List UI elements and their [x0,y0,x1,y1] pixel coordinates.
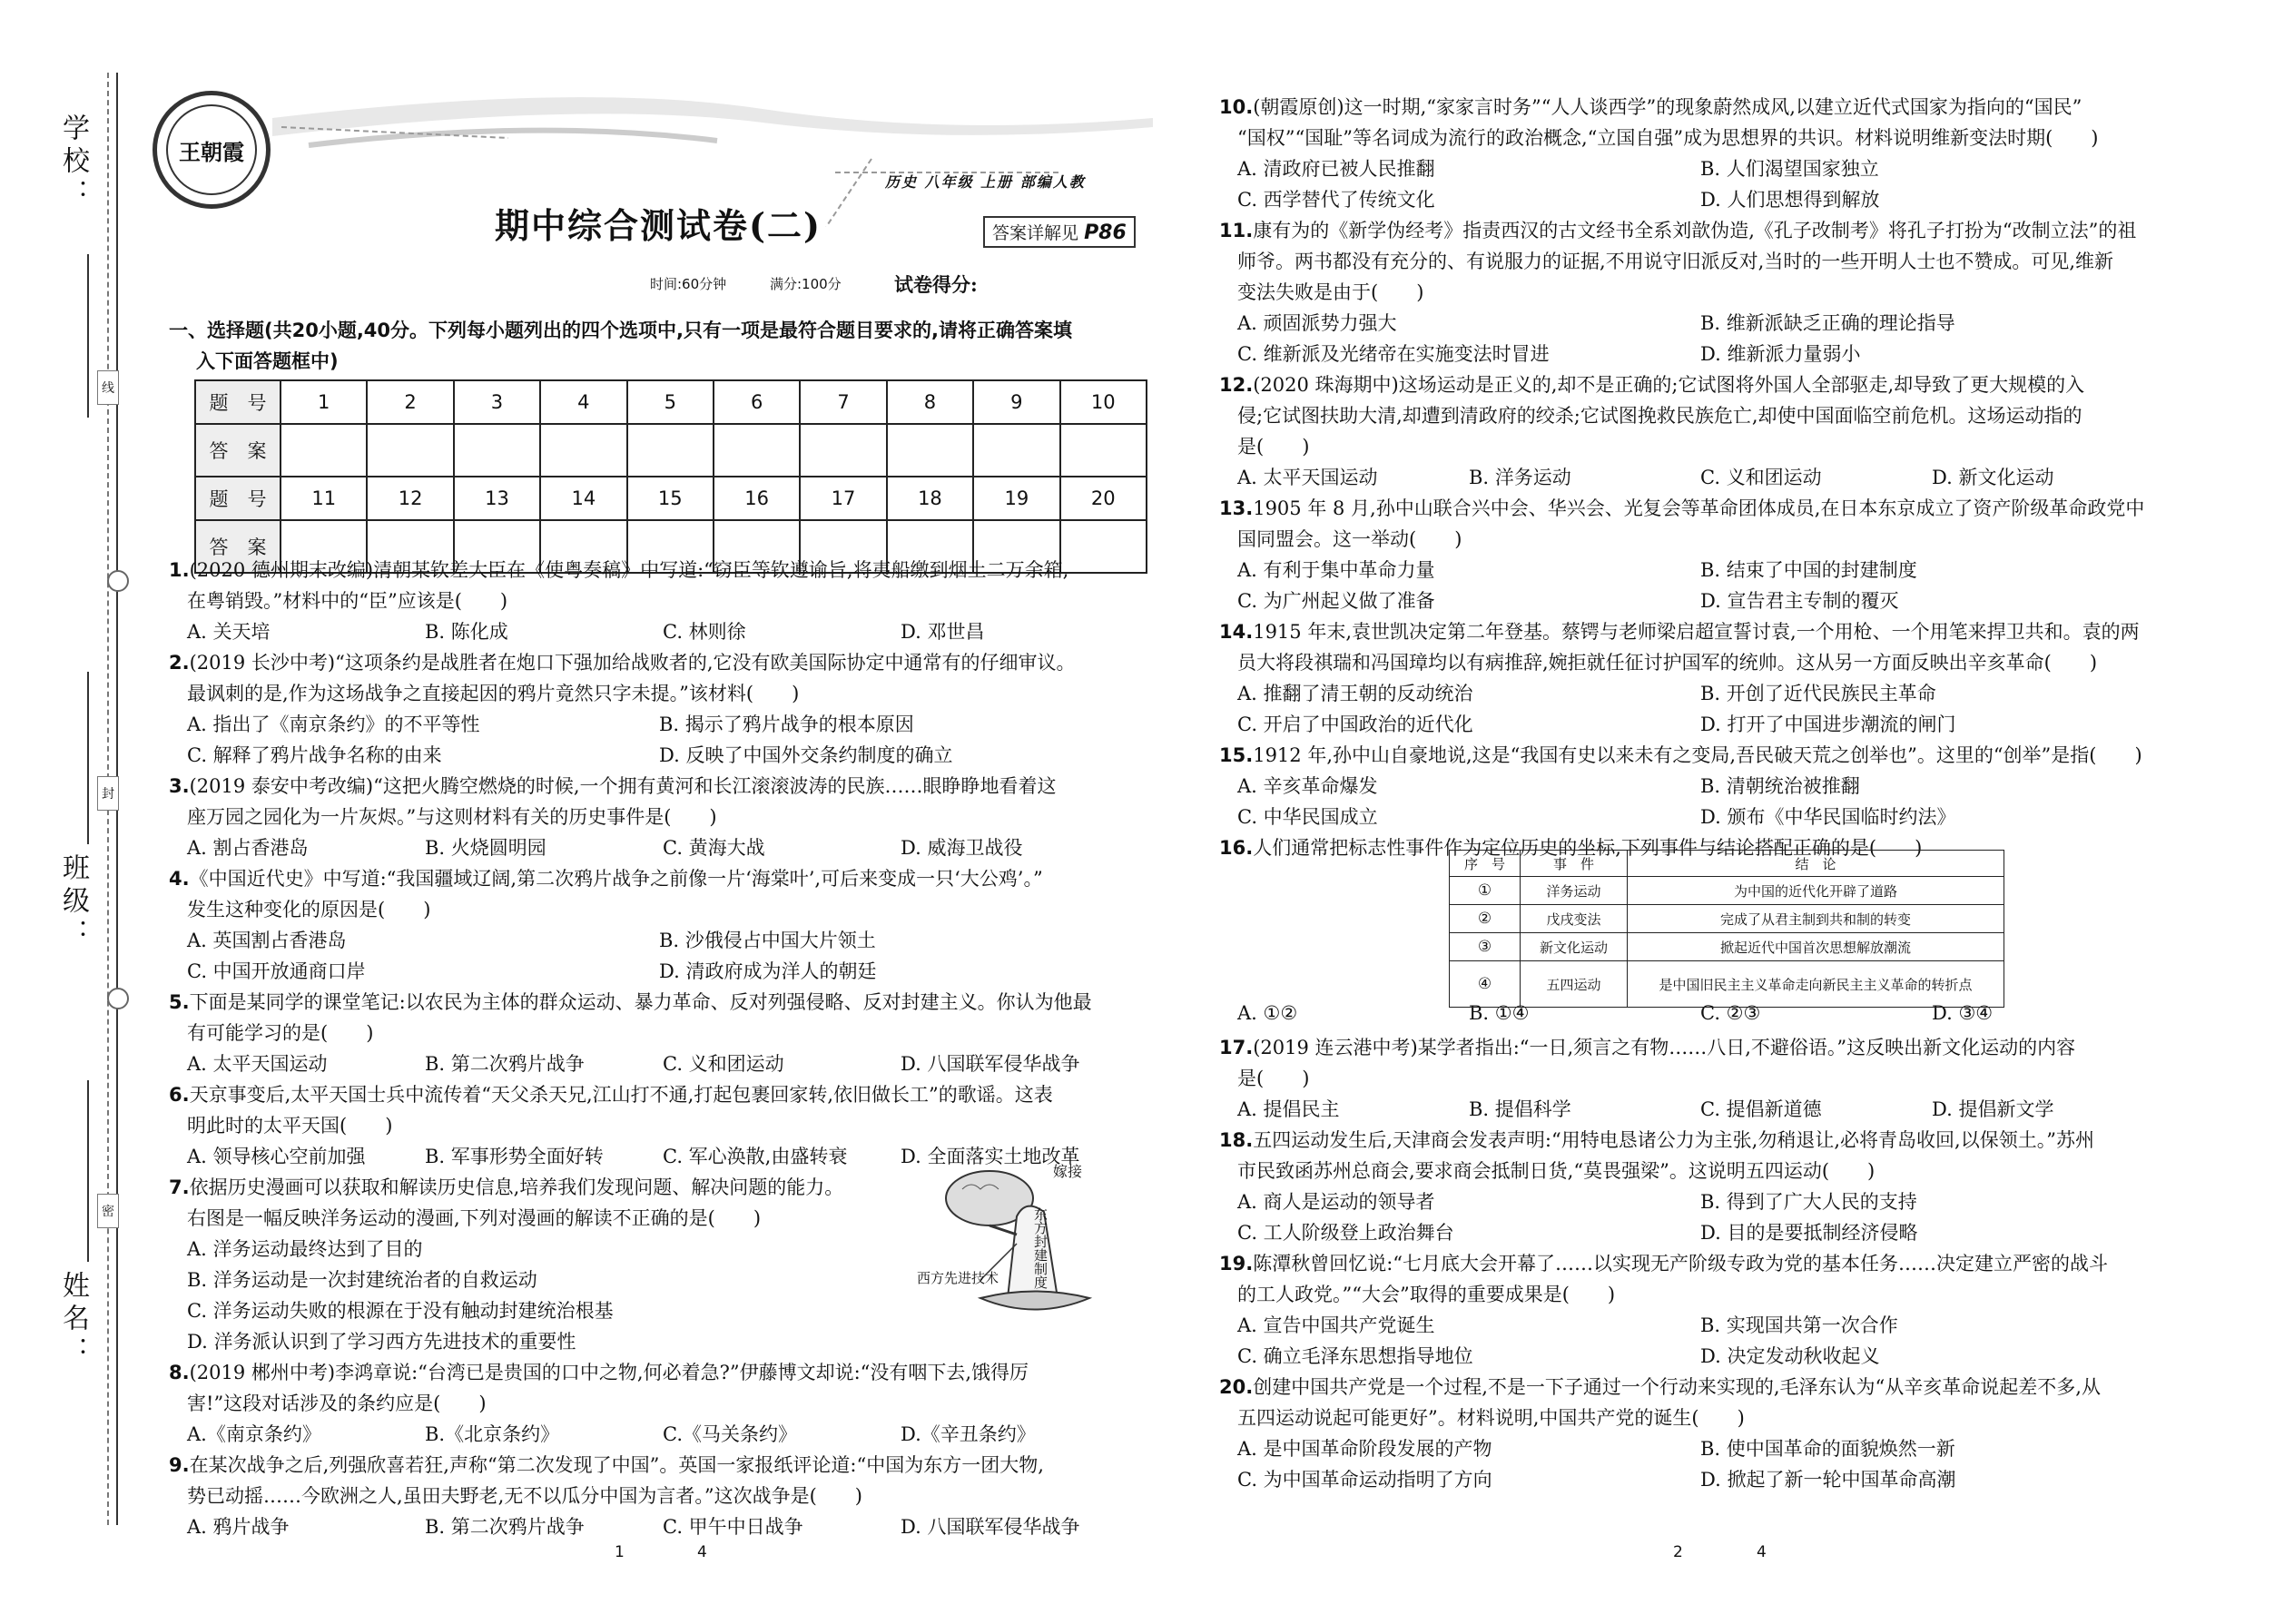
answer-table-number: 7 [800,380,886,424]
question-text: 害!”这段对话涉及的条约应是( ) [187,1393,487,1414]
question-text [169,1358,1029,1385]
question-stem: 《中国近代史》中写道:“我国疆域辽阔,第二次鸦片战争之前像一片‘海棠叶’,可后来变成一只‘大公鸡’。” [189,868,1043,890]
option-B[interactable]: B. 火烧圆明园 [425,837,546,859]
option-A[interactable]: A. 指出了《南京条约》的不平等性 [187,714,480,735]
q16-cell-no: ② [1450,905,1521,933]
question-text: 明此时的太平天国( ) [187,1115,393,1137]
question-text: 发生这种变化的原因是( ) [187,899,431,920]
q16-col-header: 事 件 [1521,851,1628,877]
question-number: 3. [169,775,190,797]
question-stem: (2019 长沙中考)“这项条约是战胜者在炮口下强加给战败者的,它没有欧美国际协定中通常有的仔细审议。 [189,652,1076,674]
option-A[interactable]: A. 关天培 [187,621,271,643]
q16-table-row [1450,961,2004,1008]
seal-mark-seal: 封 [97,776,119,811]
answer-table-number: 10 [1060,380,1147,424]
question-stem: 天京事变后,太平天国士兵中流传着“天父杀天兄,江山打不通,打起包裹回家转,依旧做长工”的歌谣。这表 [189,1084,1053,1106]
answer-table-label: 题 号 [195,477,281,520]
q16-cell-no: ④ [1450,961,1521,1008]
answer-cell[interactable] [1060,424,1147,477]
q16-cell-event: 新文化运动 [1521,933,1628,961]
question-text [1219,617,2140,645]
question-text: 国同盟会。这一举动( ) [1237,528,1462,550]
option-A[interactable]: A.《南京条约》 [187,1423,321,1445]
q16-cell-conclusion: 是中国旧民主主义革命走向新民主主义革命的转折点 [1628,961,2004,1008]
option-D[interactable]: D. 洋务派认识到了学习西方先进技术的重要性 [187,1331,576,1353]
option-D[interactable]: D. 目的是要抵制经济侵略 [1700,1222,1918,1244]
question-number: 11. [1219,220,1254,241]
page-number: 2 [1673,1543,1683,1561]
option-D[interactable]: D. 提倡新文学 [1932,1098,2054,1120]
option-B[interactable]: B. 军事形势全面好转 [425,1146,604,1167]
question-text: 右图是一幅反映洋务运动的漫画,下列对漫画的解读不正确的是( ) [187,1207,762,1229]
question-stem: 陈潭秋曾回忆说:“七月底大会开幕了……以实现无产阶级专政为党的基本任务……决定建立严密的战斗 [1253,1253,2109,1275]
q16-cell-event: 洋务运动 [1521,877,1628,905]
option-A[interactable]: A. 有利于集中革命力量 [1237,559,1435,581]
question-text [1219,1033,2075,1060]
question-text [169,648,1076,675]
option-B[interactable]: B. 人们渴望国家独立 [1700,158,1879,180]
option-A[interactable]: A. 宣告中国共产党诞生 [1237,1314,1435,1336]
question-stem: 创建中国共产党是一个过程,不是一下子通过一个行动来实现的,毛泽东认为“从辛亥革命说起差不多,从 [1253,1376,2101,1398]
class-label: 班级： [57,853,89,951]
option-C[interactable]: C. 义和团运动 [663,1053,784,1075]
q16-cell-no: ① [1450,877,1521,905]
question-text [1219,1126,2094,1153]
option-B[interactable]: B. 揭示了鸦片战争的根本原因 [659,714,914,735]
q16-col-header: 结 论 [1628,851,2004,877]
answer-table-number: 1 [281,380,367,424]
option-B[interactable]: B. 洋务运动 [1469,467,1571,488]
option-C[interactable]: C. 甲午中日战争 [663,1516,803,1538]
option-D[interactable]: D. 全面落实土地改革 [901,1146,1080,1167]
option-C[interactable]: C. 义和团运动 [1700,467,1822,488]
answer-cell[interactable] [973,424,1059,477]
option-C[interactable]: C. 黄海大战 [663,837,765,859]
option-D[interactable]: D. 掀起了新一轮中国革命高潮 [1700,1469,1956,1491]
option-C[interactable]: C.《马关条约》 [663,1423,797,1445]
question-stem: 下面是某同学的课堂笔记:以农民为主体的群众运动、暴力革命、反对列强侵略、反对封建主义。你认为他最 [189,991,1092,1013]
option-A[interactable]: A. 鸦片战争 [187,1516,290,1538]
option-C[interactable]: C. ②③ [1700,1002,1761,1024]
answer-table-number: 4 [540,380,626,424]
question-stem: 五四运动发生后,天津商会发表声明:“用特电恳诸公力为主张,勿稍退让,必将青岛收回,以保领土。”苏州 [1253,1129,2094,1151]
right-page [1147,0,2294,1624]
option-C[interactable]: C. 为广州起义做了准备 [1237,590,1435,612]
answer-table-label: 题 号 [195,380,281,424]
answer-table-label: 答 案 [195,424,281,477]
option-D[interactable]: D. 威海卫战役 [901,837,1023,859]
option-D[interactable]: D. 人们思想得到解放 [1700,189,1880,211]
option-B[interactable]: B. 陈化成 [425,621,508,643]
option-A[interactable]: A. 英国割占香港岛 [187,930,347,951]
option-C[interactable]: C. 洋务运动失败的根源在于没有触动封建统治根基 [187,1300,614,1322]
option-B[interactable]: B. 第二次鸦片战争 [425,1053,585,1075]
answer-table-number: 9 [973,380,1059,424]
option-B[interactable]: B. 结束了中国的封建制度 [1700,559,1917,581]
question-text [1219,494,2144,521]
question-text [169,556,1068,583]
option-B[interactable]: B. 提倡科学 [1469,1098,1571,1120]
question-number: 5. [169,991,190,1013]
option-B[interactable]: B. 清朝统治被推翻 [1700,775,1860,797]
q16-cell-event: 戊戌变法 [1521,905,1628,933]
question-number: 19. [1219,1253,1254,1275]
answer-table-answer-row [195,424,1147,477]
answer-reference [983,216,1136,248]
cartoon-top-label: 嫁接 [1053,1163,1083,1180]
score-label: 试卷得分: [894,273,978,296]
answer-table-number: 8 [887,380,973,424]
option-C[interactable]: C. 确立毛泽东思想指导地位 [1237,1345,1473,1367]
answer-table-label: 答 案 [195,520,281,573]
question-text: 市民致函苏州总商会,要求商会抵制日货,“莫畏强梁”。这说明五四运动( ) [1237,1160,1876,1182]
answer-ref-text: 答案详解见 [992,223,1079,243]
page-total: 4 [1757,1543,1767,1561]
option-C[interactable]: C. 维新派及光绪帝在实施变法时冒进 [1237,343,1550,365]
option-D[interactable]: D. 维新派力量弱小 [1700,343,1861,365]
option-D[interactable]: D. 宣告君主专制的覆灭 [1700,590,1899,612]
option-A[interactable]: A. 商人是运动的领导者 [1237,1191,1435,1213]
question-text [1219,1373,2101,1400]
q16-table-row [1450,905,2004,933]
question-number: 15. [1219,744,1254,766]
option-C[interactable]: C. 中国开放通商口岸 [187,960,366,982]
option-D[interactable]: D. 新文化运动 [1932,467,2054,488]
q16-cell-conclusion: 完成了从君主制到共和制的转变 [1628,905,2004,933]
option-B[interactable]: B. 维新派缺乏正确的理论指导 [1700,312,1955,334]
question-number: 2. [169,652,190,674]
question-number: 6. [169,1084,190,1106]
q16-cell-conclusion: 为中国的近代化开辟了道路 [1628,877,2004,905]
option-B[interactable]: B. 第二次鸦片战争 [425,1516,585,1538]
section-heading-cont: 入下面答题框中) [196,350,339,372]
option-A[interactable]: A. 是中国革命阶段发展的产物 [1237,1438,1492,1460]
option-D[interactable]: D.《辛丑条约》 [901,1423,1036,1445]
binding-hole-icon [107,988,129,1009]
question-number: 16. [1219,837,1254,859]
question-text: 是( ) [1237,436,1310,458]
page-number: 1 [615,1543,625,1561]
answer-table-number: 14 [540,477,626,520]
option-D[interactable]: D. 决定发动秋收起义 [1700,1345,1880,1367]
answer-table-number: 3 [454,380,540,424]
answer-table-number: 2 [367,380,453,424]
question-text: 最讽刺的是,作为这场战争之直接起因的鸦片竟然只字未提。”该材料( ) [187,683,800,704]
question-number: 17. [1219,1037,1254,1058]
question-stem: 依据历史漫画可以获取和解读历史信息,培养我们发现问题、解决问题的能力。 [189,1176,844,1198]
option-D[interactable]: D. 清政府成为洋人的朝廷 [659,960,877,982]
answer-table-number-row [195,477,1147,520]
q16-table-header [1450,851,2004,877]
time-info: 时间:60分钟 [650,276,727,292]
class-field [87,672,89,844]
option-A[interactable]: A. 割占香港岛 [187,837,309,859]
question-stem: (2019 郴州中考)李鸿章说:“台湾已是贵国的口中之物,何必着急?”伊藤博文却说:“没有咽下去,饿得厉 [189,1362,1029,1383]
question-stem: (朝霞原创)这一时期,“家家言时务”“人人谈西学”的现象蔚然成风,以建立近代式国家为指向的“国民” [1253,96,2082,118]
option-A[interactable]: A. 辛亥革命爆发 [1237,775,1378,797]
option-C[interactable]: C. 军心涣散,由盛转衰 [663,1146,848,1167]
option-D[interactable]: D. 打开了中国进步潮流的闸门 [1700,714,1956,735]
answer-table-number: 15 [627,477,714,520]
option-B[interactable]: B. 沙俄侵占中国大片领土 [659,930,876,951]
question-text [1219,370,2084,398]
school-field [87,254,89,418]
question-number: 20. [1219,1376,1254,1398]
option-D[interactable]: D. 八国联军侵华战争 [901,1053,1080,1075]
section-heading: 一、选择题(共20小题,40分。下列每小题列出的四个选项中,只有一项是最符合题目要求的,请将正确答案填 [169,320,1072,341]
question-number: 4. [169,868,190,890]
answer-table-number: 13 [454,477,540,520]
option-C[interactable]: C. 提倡新道德 [1700,1098,1822,1120]
option-B[interactable]: B. 开创了近代民族民主革命 [1700,683,1936,704]
answer-table-number-row [195,380,1147,424]
option-A[interactable]: A. 太平天国运动 [1237,467,1378,488]
page-title: 期中综合测试卷(二) [495,205,822,246]
option-B[interactable]: B. 洋务运动是一次封建统治者的自救运动 [187,1269,537,1291]
option-A[interactable]: A. 推翻了清王朝的反动统治 [1237,683,1473,704]
option-C[interactable]: C. 中华民国成立 [1237,806,1378,828]
answer-cell[interactable] [540,424,626,477]
question-number: 10. [1219,96,1254,118]
question-number: 12. [1219,374,1254,396]
binding-hole-icon [107,570,129,592]
answer-cell[interactable] [454,424,540,477]
question-text [169,772,1057,799]
option-A[interactable]: A. 洋务运动最终达到了目的 [187,1238,423,1260]
q16-table-row [1450,877,2004,905]
answer-table-number: 17 [800,477,886,520]
question-text [169,988,1092,1015]
question-stem: (2020 德州期末改编)清朝某钦差大臣在《使粤奏稿》中写道:“窃臣等钦遵谕旨,将夷船缴到烟土二万余箱, [189,559,1069,581]
question-text [1219,216,2136,243]
answer-table-number: 20 [1060,477,1147,520]
option-D[interactable]: D. 邓世昌 [901,621,985,643]
question-stem: 康有为的《新学伪经考》指责西汉的古文经书全系刘歆伪造,《孔子改制考》将孔子打扮为“改制立法”的祖 [1253,220,2137,241]
answer-cell[interactable] [367,424,453,477]
option-C[interactable]: C. 解释了鸦片战争名称的由来 [187,744,442,766]
answer-table-number: 11 [281,477,367,520]
question-text: 的工人政党。”“大会”取得的重要成果是( ) [1237,1284,1616,1305]
option-A[interactable]: A. 顽固派势力强大 [1237,312,1397,334]
option-A[interactable]: A. 太平天国运动 [187,1053,328,1075]
option-C[interactable]: C. 林则徐 [663,621,746,643]
question-number: 14. [1219,621,1254,643]
seal-mark-line: 线 [97,370,119,405]
brand-logo [153,91,271,209]
question-number: 9. [169,1454,190,1476]
question-number: 13. [1219,497,1254,519]
question-text: 势已动摇……今欧洲之人,虽田夫野老,无不以瓜分中国为言者。”这次战争是( ) [187,1485,862,1507]
answer-table-number: 18 [887,477,973,520]
question-number: 1. [169,559,190,581]
option-C[interactable]: C. 西学替代了传统文化 [1237,189,1435,211]
answer-table-number: 6 [714,380,800,424]
q16-cell-no: ③ [1450,933,1521,961]
option-A[interactable]: A. ①② [1237,1002,1298,1024]
question-text: 在粤销毁。”材料中的“臣”应该是( ) [187,590,508,612]
answer-table-number: 5 [627,380,714,424]
option-B[interactable]: B. ①④ [1469,1002,1530,1024]
question-text: 有可能学习的是( ) [187,1022,374,1044]
page-total: 4 [697,1543,707,1561]
option-B[interactable]: B. 实现国共第一次合作 [1700,1314,1898,1336]
answer-cell[interactable] [887,424,973,477]
option-C[interactable]: C. 为中国革命运动指明了方向 [1237,1469,1492,1491]
answer-table-number: 12 [367,477,453,520]
question-stem: (2020 珠海期中)这场运动是正义的,却不是正确的;它试图将外国人全部驱走,却导致了更大规模的入 [1253,374,2085,396]
question-number: 7. [169,1176,190,1198]
question-stem: 人们通常把标志性事件作为定位历史的坐标,下列事件与结论搭配正确的是( ) [1253,837,1923,859]
option-D[interactable]: D. 八国联军侵华战争 [901,1516,1080,1538]
question-text: 侵;它试图扶助大清,却遭到清政府的绞杀;它试图挽救民族危亡,却使中国面临空前危机。这场运动指的 [1237,405,2082,427]
question-text: 师爷。两书都没有充分的、有说服力的证据,不用说守旧派反对,当时的一些开明人士也不赞成。可见,维新 [1237,251,2114,272]
q16-cell-event: 五四运动 [1521,961,1628,1008]
cartoon-caption: 西方先进技术 [917,1270,999,1286]
question-text [169,864,1043,891]
answer-cell[interactable] [800,424,886,477]
option-D[interactable]: D. 颁布《中华民国临时约法》 [1700,806,1956,828]
subject-line: 历史 八年级 上册 部编人教 [885,173,1086,191]
answer-cell[interactable] [714,424,800,477]
question-stem: (2019 连云港中考)某学者指出:“一日,须言之有物……八日,不避俗语。”这反映出新文化运动的内容 [1253,1037,2076,1058]
question-text [169,1451,1044,1478]
question-stem: 在某次战争之后,列强欣喜若狂,声称“第二次发现了中国”。英国一家报纸评论道:“中国为东方一团大物, [189,1454,1044,1476]
option-B[interactable]: B.《北京条约》 [425,1423,560,1445]
question-text [1219,1249,2108,1276]
question-stem: 1912 年,孙中山自豪地说,这是“我国有史以来未有之变局,吾民破天荒之创举也”。这里的“创举”是指( ) [1253,744,2142,766]
answer-ref-page: P86 [1084,221,1127,244]
answer-table [194,379,1147,574]
question-stem: (2019 泰安中考改编)“这把火腾空燃烧的时候,一个拥有黄河和长江滚滚波涛的民族……眼睁睁地看着这 [189,775,1057,797]
option-A[interactable]: A. 提倡民主 [1237,1098,1340,1120]
question-text: 五四运动说起可能更好”。材料说明,中国共产党的诞生( ) [1237,1407,1745,1429]
question-text [1219,93,2082,120]
answer-cell[interactable] [281,424,367,477]
option-D[interactable]: D. 反映了中国外交条约制度的确立 [659,744,953,766]
score-info: 满分:100分 [770,276,842,292]
question-text: “国权”“国耻”等名词成为流行的政治概念,“立国自强”成为思想界的共识。材料说明维新变法时期( ) [1237,127,2099,149]
question-stem: 1915 年末,袁世凯决定第二年登基。蔡锷与老师梁启超宣誓讨袁,一个用枪、一个用笔来捍卫共和。袁的两 [1253,621,2140,643]
q16-table-row [1450,933,2004,961]
cartoon-trunk-label: 东方封建制度 [1032,1207,1049,1289]
option-B[interactable]: B. 得到了广大人民的支持 [1700,1191,1917,1213]
option-A[interactable]: A. 领导核心空前加强 [187,1146,366,1167]
answer-table-number: 19 [973,477,1059,520]
school-label: 学校： [57,113,89,212]
answer-cell[interactable] [1060,520,1147,573]
name-label: 姓名： [57,1271,89,1369]
question-text: 是( ) [1237,1068,1310,1089]
question-stem: 1905 年 8 月,孙中山联合兴中会、华兴会、光复会等革命团体成员,在日本东京成立了资产阶级革命政党中 [1253,497,2145,519]
option-A[interactable]: A. 清政府已被人民推翻 [1237,158,1435,180]
question-number: 8. [169,1362,190,1383]
question-text [1219,741,2142,768]
option-C[interactable]: C. 工人阶级登上政治舞台 [1237,1222,1454,1244]
answer-cell[interactable] [627,424,714,477]
question-text: 员大将段祺瑞和冯国璋均以有病推辞,婉拒就任征讨护国军的统帅。这从另一方面反映出辛亥革命( ) [1237,652,2098,674]
question-number: 18. [1219,1129,1254,1151]
option-B[interactable]: B. 使中国革命的面貌焕然一新 [1700,1438,1955,1460]
question-text [169,1173,843,1200]
question-text: 变法失败是由于( ) [1237,281,1424,303]
name-field [87,1080,89,1262]
brand-logo-text: 王朝霞 [166,104,257,195]
q16-table [1449,850,2004,1008]
q16-cell-conclusion: 掀起近代中国首次思想解放潮流 [1628,933,2004,961]
seal-mark-secret: 密 [97,1194,119,1228]
question-text: 座万园之园化为一片灰烬。”与这则材料有关的历史事件是( ) [187,806,717,828]
q16-col-header: 序 号 [1450,851,1521,877]
question-text [169,1080,1053,1107]
answer-table-number: 16 [714,477,800,520]
option-C[interactable]: C. 开启了中国政治的近代化 [1237,714,1473,735]
option-D[interactable]: D. ③④ [1932,1002,1994,1024]
